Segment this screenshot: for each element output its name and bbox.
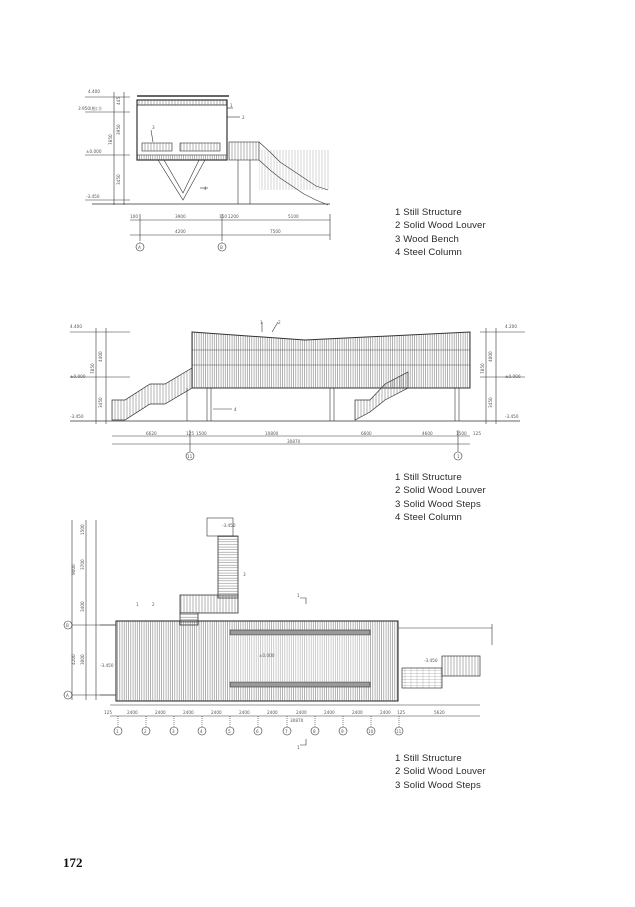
axis-label: 11	[187, 454, 193, 459]
dim-label: 7850	[480, 363, 485, 374]
dim-label: 2400	[267, 710, 278, 715]
dim-label: 1500	[196, 431, 207, 436]
legend-item: 4 Steel Column	[395, 247, 462, 259]
dim-label: 7850	[108, 134, 113, 145]
legend-item: 4 Steel Column	[395, 512, 462, 524]
dim-label: 10800	[265, 431, 279, 436]
axis-label: 11	[396, 729, 402, 734]
dim-label: 9000	[71, 564, 76, 575]
dim-label: 2400	[155, 710, 166, 715]
axis-label: 5	[228, 729, 231, 734]
callout-label: 1	[297, 593, 300, 598]
dim-label: 4000	[488, 351, 493, 362]
dim-label: 3450	[98, 397, 103, 408]
callout-label: 2	[278, 320, 281, 325]
legend-item: 1 Still Structure	[395, 753, 462, 764]
legend-item: 2 Solid Wood Louver	[395, 485, 486, 497]
dim-label: 125	[473, 431, 481, 436]
dim-label: 2400	[239, 710, 250, 715]
level-label: 3.950(檐口)	[78, 106, 102, 111]
callout-label: 2	[152, 602, 155, 607]
dim-label: 3000	[80, 654, 85, 665]
callout-label: 1	[230, 103, 233, 108]
dim-label: 4200	[71, 654, 76, 665]
dim-label: 7850	[90, 363, 95, 374]
dim-label: 5620	[434, 710, 445, 715]
level-label: -3.450	[505, 414, 519, 419]
callout-label: 3	[243, 572, 246, 577]
dim-label: 2400	[352, 710, 363, 715]
dim-label: 100	[130, 214, 138, 219]
axis-label: 9	[341, 729, 344, 734]
dim-label: 1500	[456, 431, 467, 436]
axis-label: 8	[313, 729, 316, 734]
legend-item: 3 Solid Wood Steps	[395, 498, 481, 510]
callout-label: 4	[204, 186, 207, 191]
dim-label: 125	[397, 710, 405, 715]
dim-label: 3450	[488, 397, 493, 408]
page-number: 172	[63, 855, 83, 870]
level-label: -3.450	[222, 523, 236, 528]
axis-label: 7	[285, 729, 288, 734]
level-label: 4.400	[88, 89, 100, 94]
dim-label: 6620	[146, 431, 157, 436]
level-label: ±0.000	[259, 653, 275, 658]
dim-label: 125	[186, 431, 194, 436]
level-label: ±0.000	[70, 374, 86, 379]
dim-label: 7500	[270, 229, 281, 234]
axis-label: A	[66, 693, 69, 698]
dim-label: 3950	[116, 124, 121, 135]
level-label: -3.450	[86, 194, 100, 199]
axis-label: B	[66, 623, 69, 628]
dim-label: 6600	[361, 431, 372, 436]
dim-label: 30870	[290, 718, 304, 723]
dim-label: 2400	[380, 710, 391, 715]
dim-label: 3900	[175, 214, 186, 219]
axis-label: A	[138, 245, 141, 250]
axis-label: 3	[172, 729, 175, 734]
level-label: ±0.000	[505, 374, 521, 379]
legend-section	[395, 206, 486, 260]
callout-label: 1	[136, 602, 139, 607]
legend-item: 3 Wood Bench	[395, 233, 459, 245]
section-drawing	[85, 92, 330, 251]
legend-plan	[395, 752, 486, 792]
callout-label: 4	[234, 407, 237, 412]
level-label: -3.450	[424, 658, 438, 663]
dim-label: 2400	[324, 710, 335, 715]
axis-label: 2	[144, 729, 147, 734]
axis-label: 10	[368, 729, 374, 734]
axis-label: 6	[256, 729, 259, 734]
dim-label: 2400	[211, 710, 222, 715]
dim-label: 1500	[80, 524, 85, 535]
dim-label: 30870	[287, 439, 301, 444]
callout-label: 1	[260, 320, 263, 325]
axis-label: 4	[200, 729, 203, 734]
dim-label: 125	[104, 710, 112, 715]
callout-label: 2	[242, 115, 245, 120]
dim-label: 2400	[183, 710, 194, 715]
axis-label: 1	[116, 729, 119, 734]
legend-item: 1 Still Structure	[395, 472, 462, 483]
level-label: ±0.000	[86, 149, 102, 154]
dim-label: 3450	[116, 174, 121, 185]
dim-label: 4600	[422, 431, 433, 436]
axis-label: B	[220, 245, 223, 250]
legend-item: 3 Solid Wood Steps	[395, 779, 481, 791]
level-label: -3.450	[70, 414, 84, 419]
dim-label: 4400	[98, 351, 103, 362]
dim-label: 4200	[175, 229, 186, 234]
dim-label: 3400	[80, 601, 85, 612]
level-label: 4.400	[70, 324, 82, 329]
dim-label: 445	[116, 97, 121, 105]
callout-label: 3	[152, 125, 155, 130]
level-label: -3.450	[100, 663, 114, 668]
legend-item: 1 Still Structure	[395, 207, 462, 218]
axis-label: 1	[457, 454, 460, 459]
dim-label: 3700	[80, 559, 85, 570]
dim-label: 1200	[228, 214, 239, 219]
legend-item: 2 Solid Wood Louver	[395, 766, 486, 778]
dim-label: 5100	[288, 214, 299, 219]
dim-label: 150	[219, 214, 227, 219]
callout-label: 1	[297, 745, 300, 750]
legend-elevation	[395, 471, 486, 525]
legend-item: 2 Solid Wood Louver	[395, 220, 486, 232]
level-label: 4.200	[505, 324, 517, 329]
dim-label: 2400	[127, 710, 138, 715]
dim-label: 2400	[296, 710, 307, 715]
